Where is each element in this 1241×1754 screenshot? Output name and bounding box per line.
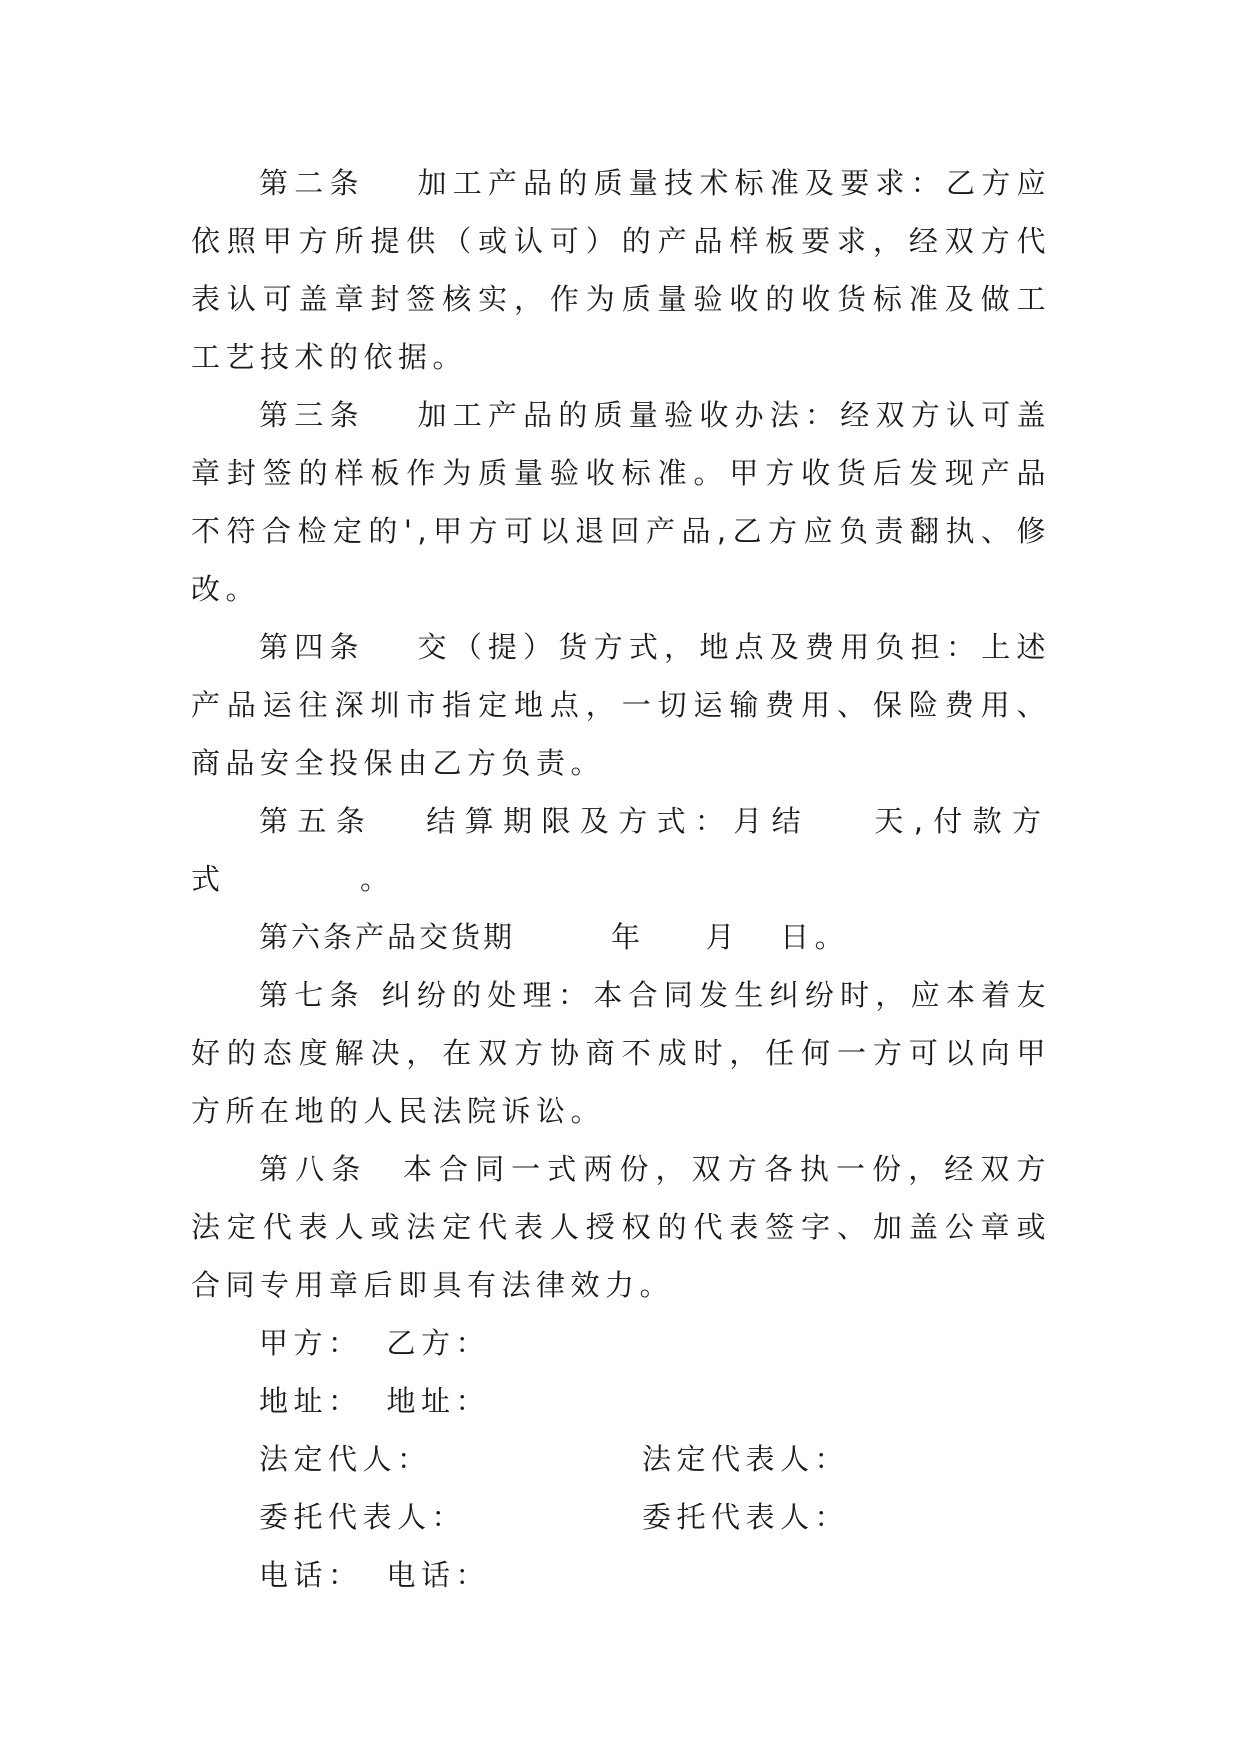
article-2-number: 第二条 — [259, 166, 365, 200]
article-4 — [191, 618, 1051, 792]
signature-address-row — [191, 1372, 1051, 1430]
article-8 — [191, 1140, 1051, 1314]
article-2 — [191, 154, 1051, 386]
article-8-text: 本合同一式两份，双方各执一份，经双方法定代表人或法定代表人授权的代表签字、加盖公章或合同专用章后即具有法律效力。 — [191, 1152, 1051, 1302]
party-b-label: 乙方： — [386, 1326, 491, 1360]
article-3-text: 加工产品的质量验收办法：经双方认可盖章封签的样板作为质量验收标准。甲方收货后发现产品不符合检定的',甲方可以退回产品,乙方应负责翻执、修改。 — [191, 398, 1051, 606]
party-a-label: 甲方： — [259, 1326, 363, 1360]
article-4-number: 第四条 — [259, 630, 365, 664]
phone-a-label: 电话： — [259, 1558, 363, 1592]
address-a-label: 地址： — [259, 1384, 363, 1418]
signature-agent-row — [191, 1488, 1051, 1546]
article-5-text-c: 。 — [360, 862, 397, 896]
address-b-label: 地址： — [386, 1384, 491, 1418]
article-6-number: 第六条 — [259, 920, 356, 954]
phone-b-label: 电话： — [386, 1558, 491, 1592]
article-7-number: 第七条 — [259, 978, 365, 1012]
article-4-text: 交（提）货方式，地点及费用负担：上述产品运往深圳市指定地点，一切运输费用、保险费用、商品安全投保由乙方负责。 — [191, 630, 1051, 780]
article-6-month: 月 — [705, 920, 741, 954]
article-6-text: 产品交货期 — [355, 920, 516, 954]
article-7-text: 纠纷的处理：本合同发生纠纷时，应本着友好的态度解决，在双方协商不成时，任何一方可以向甲方所在地的人民法院诉讼。 — [191, 978, 1051, 1128]
article-8-number: 第八条 — [259, 1152, 368, 1186]
article-5-text-b: 天,付款方式 — [191, 804, 1051, 896]
signature-phone-row — [191, 1546, 1051, 1604]
article-6 — [191, 908, 1051, 966]
legal-rep-b-label: 法定代表人： — [642, 1442, 850, 1476]
article-3-number: 第三条 — [259, 398, 365, 432]
signature-party-row — [191, 1314, 1051, 1372]
legal-rep-a-label: 法定代人： — [259, 1442, 432, 1476]
article-7 — [191, 966, 1051, 1140]
article-5 — [191, 792, 1051, 908]
article-3 — [191, 386, 1051, 618]
article-2-text: 加工产品的质量技术标准及要求：乙方应依照甲方所提供（或认可）的产品样板要求，经双方代表认可盖章封签核实，作为质量验收的收货标准及做工工艺技术的依据。 — [191, 166, 1051, 374]
agent-a-label: 委托代表人： — [259, 1500, 467, 1534]
contract-body — [191, 154, 1051, 1604]
agent-b-label: 委托代表人： — [642, 1500, 850, 1534]
signature-legal-rep-row — [191, 1430, 1051, 1488]
article-6-year: 年 — [611, 920, 646, 954]
article-5-text-a: 结算期限及方式：月结 — [426, 804, 810, 838]
article-6-day: 日。 — [780, 920, 850, 954]
article-5-number: 第五条 — [259, 804, 375, 838]
